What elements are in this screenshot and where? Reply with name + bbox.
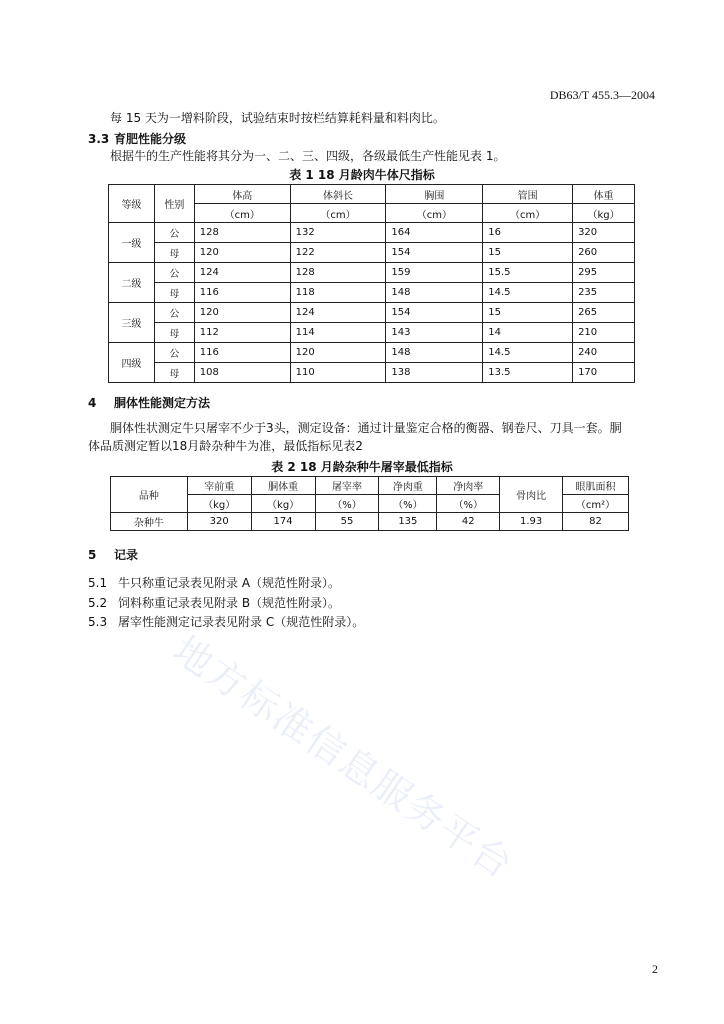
- value-cell: 15.5: [483, 263, 573, 283]
- value-cell: 154: [386, 243, 483, 263]
- value-cell: 265: [573, 303, 635, 323]
- header-grade: 等级: [109, 185, 155, 223]
- value-cell: 235: [573, 283, 635, 303]
- unit-weight: （kg）: [573, 204, 635, 223]
- unit-net-meat-rate: （%）: [437, 495, 500, 513]
- section-title: 胴体性能测定方法: [114, 396, 211, 410]
- sex-cell: 公: [154, 303, 194, 323]
- section-title: 记录: [114, 548, 139, 562]
- unit-cannon-girth: （cm）: [483, 204, 573, 223]
- header-dressing-percentage: 屠宰率: [315, 477, 379, 495]
- value-cell: 15: [483, 303, 573, 323]
- value-cell: 295: [573, 263, 635, 283]
- header-net-meat-rate: 净肉率: [437, 477, 500, 495]
- breed-cell: 杂种牛: [111, 513, 188, 531]
- section-4-text-line2: 体品质测定暂以18月龄杂种牛为准，最低指标见表2: [88, 439, 363, 453]
- value-cell: 112: [194, 323, 290, 343]
- header-carcass-weight: 胴体重: [251, 477, 315, 495]
- section-4-heading: [88, 394, 210, 411]
- value-cell: 128: [194, 223, 290, 243]
- value-cell: 154: [386, 303, 483, 323]
- table-row: [109, 243, 635, 263]
- item-number: 5.2: [88, 596, 108, 610]
- sex-cell: 公: [154, 223, 194, 243]
- value-cell: 118: [290, 283, 386, 303]
- value-cell: 164: [386, 223, 483, 243]
- value-cell: 159: [386, 263, 483, 283]
- value-cell: 15: [483, 243, 573, 263]
- value-cell: 320: [573, 223, 635, 243]
- value-cell: 132: [290, 223, 386, 243]
- value-cell: 116: [194, 283, 290, 303]
- unit-preslaughter-weight: （kg）: [187, 495, 251, 513]
- header-sex: 性别: [154, 185, 194, 223]
- value-cell: 143: [386, 323, 483, 343]
- value-cell: 14: [483, 323, 573, 343]
- value-cell: 135: [379, 513, 437, 531]
- section-3-3-text: 根据牛的生产性能将其分为一、二、三、四级，各级最低生产性能见表 1。: [110, 149, 506, 163]
- unit-carcass-weight: （kg）: [251, 495, 315, 513]
- list-item: [88, 574, 340, 591]
- unit-body-length: （cm）: [290, 204, 386, 223]
- header-cannon-girth: 管围: [483, 185, 573, 204]
- value-cell: 138: [386, 363, 483, 383]
- watermark: 地方标准信息服务平台: [165, 627, 522, 888]
- sex-cell: 母: [154, 243, 194, 263]
- item-text: 牛只称重记录表见附录 A（规范性附录）。: [118, 576, 341, 590]
- header-breed: 品种: [111, 477, 188, 513]
- header-net-meat-weight: 净肉重: [379, 477, 437, 495]
- sex-cell: 公: [154, 263, 194, 283]
- header-height: 体高: [194, 185, 290, 204]
- header-eye-muscle-area: 眼肌面积: [563, 477, 629, 495]
- value-cell: 124: [194, 263, 290, 283]
- table-row: [109, 343, 635, 363]
- value-cell: 210: [573, 323, 635, 343]
- header-weight: 体重: [573, 185, 635, 204]
- section-number: 5: [88, 548, 97, 562]
- value-cell: 1.93: [500, 513, 563, 531]
- value-cell: 42: [437, 513, 500, 531]
- value-cell: 14.5: [483, 343, 573, 363]
- list-item: [88, 594, 340, 611]
- value-cell: 320: [187, 513, 251, 531]
- table1-caption: 表 1 18 月龄肉牛体尺指标: [289, 168, 435, 182]
- section-5-heading: [88, 546, 138, 563]
- value-cell: 122: [290, 243, 386, 263]
- sex-cell: 母: [154, 363, 194, 383]
- table-row: [109, 263, 635, 283]
- header-chest-girth: 胸围: [386, 185, 483, 204]
- unit-height: （cm）: [194, 204, 290, 223]
- sex-cell: 公: [154, 343, 194, 363]
- value-cell: 170: [573, 363, 635, 383]
- page-number: 2: [652, 962, 658, 976]
- value-cell: 148: [386, 283, 483, 303]
- grade-cell: 二级: [109, 263, 155, 303]
- standard-number: DB63/T 455.3—2004: [549, 88, 655, 102]
- section-title: 育肥性能分级: [114, 132, 187, 146]
- value-cell: 120: [194, 243, 290, 263]
- grade-cell: 四级: [109, 343, 155, 383]
- table2: [110, 476, 629, 531]
- value-cell: 114: [290, 323, 386, 343]
- header-bone-meat-ratio: 骨肉比: [500, 477, 563, 513]
- sex-cell: 母: [154, 323, 194, 343]
- value-cell: 120: [194, 303, 290, 323]
- value-cell: 82: [563, 513, 629, 531]
- item-text: 饲料称重记录表见附录 B（规范性附录）。: [118, 596, 341, 610]
- unit-net-meat-weight: （%）: [379, 495, 437, 513]
- unit-eye-muscle-area: （cm²）: [563, 495, 629, 513]
- table-row: [109, 223, 635, 243]
- item-number: 5.3: [88, 615, 108, 629]
- value-cell: 13.5: [483, 363, 573, 383]
- table-row: [109, 303, 635, 323]
- value-cell: 55: [315, 513, 379, 531]
- table-row: [109, 283, 635, 303]
- list-item: [88, 613, 364, 630]
- section-3-3-heading: [88, 130, 186, 147]
- value-cell: 120: [290, 343, 386, 363]
- table-row: [111, 513, 629, 531]
- value-cell: 14.5: [483, 283, 573, 303]
- header-preslaughter-weight: 宰前重: [187, 477, 251, 495]
- section-number: 4: [88, 396, 97, 410]
- section-4-text-line1: 胴体性状测定牛只屠宰不少于3头，测定设备：通过计量鉴定合格的衡器、钢卷尺、刀具一套。胴: [110, 421, 622, 435]
- value-cell: 128: [290, 263, 386, 283]
- item-number: 5.1: [88, 576, 108, 590]
- value-cell: 16: [483, 223, 573, 243]
- value-cell: 110: [290, 363, 386, 383]
- value-cell: 240: [573, 343, 635, 363]
- table-row: [109, 363, 635, 383]
- intro-line: 每 15 天为一增料阶段，试验结束时按栏结算耗料量和料肉比。: [110, 111, 445, 125]
- header-body-length: 体斜长: [290, 185, 386, 204]
- value-cell: 174: [251, 513, 315, 531]
- item-text: 屠宰性能测定记录表见附录 C（规范性附录）。: [118, 615, 365, 629]
- table1: [108, 184, 635, 383]
- value-cell: 148: [386, 343, 483, 363]
- section-number: 3.3: [88, 132, 110, 146]
- value-cell: 108: [194, 363, 290, 383]
- grade-cell: 三级: [109, 303, 155, 343]
- value-cell: 116: [194, 343, 290, 363]
- unit-chest-girth: （cm）: [386, 204, 483, 223]
- value-cell: 124: [290, 303, 386, 323]
- table2-caption: 表 2 18 月龄杂种牛屠宰最低指标: [271, 460, 453, 474]
- unit-dressing-percentage: （%）: [315, 495, 379, 513]
- value-cell: 260: [573, 243, 635, 263]
- table-row: [109, 323, 635, 343]
- sex-cell: 母: [154, 283, 194, 303]
- grade-cell: 一级: [109, 223, 155, 263]
